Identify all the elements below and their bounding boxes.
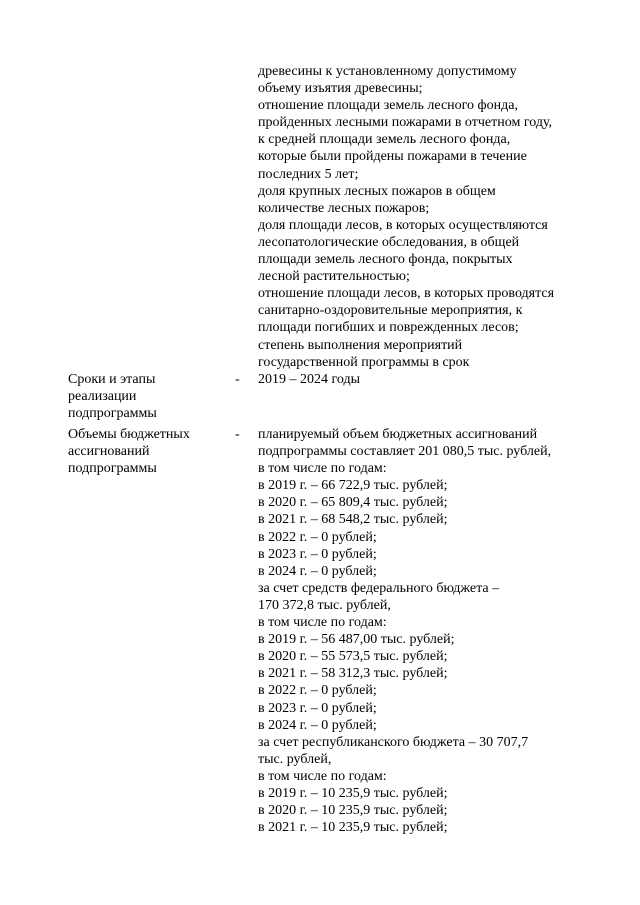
text-line: в 2024 г. – 0 рублей; xyxy=(258,563,377,579)
text-line: в 2024 г. – 0 рублей; xyxy=(258,717,377,733)
text-line: реализации xyxy=(68,389,137,405)
text-line: ассигнований xyxy=(68,444,150,460)
row-timeline-value xyxy=(258,371,360,388)
text-line: в 2019 г. – 66 722,9 тыс. рублей; xyxy=(258,478,448,494)
text-line: к средней площади земель лесного фонда, xyxy=(258,132,511,148)
text-line: в том числе по годам: xyxy=(258,461,387,477)
continued-indicators-text xyxy=(258,63,554,371)
text-line: в 2021 г. – 68 548,2 тыс. рублей; xyxy=(258,512,448,528)
text-line: которые были пройдены пожарами в течение xyxy=(258,149,527,165)
text-line: в 2019 г. – 10 235,9 тыс. рублей; xyxy=(258,785,448,801)
text-line: объему изъятия древесины; xyxy=(258,81,423,97)
text-line: в 2022 г. – 0 рублей; xyxy=(258,683,377,699)
row-budget-value xyxy=(258,426,551,836)
text-line: в 2022 г. – 0 рублей; xyxy=(258,529,377,545)
text-line: древесины к установленному допустимому xyxy=(258,64,517,79)
text-line: в 2020 г. – 55 573,5 тыс. рублей; xyxy=(258,649,448,665)
text-line: отношение площади лесов, в которых проводятся xyxy=(258,286,555,302)
row-budget-label xyxy=(68,426,190,477)
text-line: в том числе по годам: xyxy=(258,615,387,631)
text-line: в 2020 г. – 65 809,4 тыс. рублей; xyxy=(258,495,448,511)
text-line: 170 372,8 тыс. рублей, xyxy=(258,597,391,613)
text-line: подпрограммы xyxy=(68,461,157,477)
text-line: 2019 – 2024 годы xyxy=(258,372,361,387)
text-line: степень выполнения мероприятий xyxy=(258,337,463,353)
text-line: количестве лесных пожаров; xyxy=(258,200,430,216)
text-line: тыс. рублей, xyxy=(258,751,332,767)
text-line: подпрограммы xyxy=(68,406,157,422)
text-line: в 2023 г. – 0 рублей; xyxy=(258,700,377,716)
text-line: Сроки и этапы xyxy=(68,372,156,387)
row-budget-dash: - xyxy=(235,427,240,442)
text-line: пройденных лесными пожарами в отчетном году, xyxy=(258,115,553,131)
text-line: в 2019 г. – 56 487,00 тыс. рублей; xyxy=(258,632,455,648)
text-line: лесопатологические обследования, в общей xyxy=(258,234,520,250)
text-line: площади земель лесного фонда, покрытых xyxy=(258,252,513,268)
row-timeline-label xyxy=(68,371,157,422)
text-line: государственной программы в срок xyxy=(258,354,470,370)
text-line: за счет республиканского бюджета – 30 707,7 xyxy=(258,734,529,750)
text-line: площади погибших и поврежденных лесов; xyxy=(258,320,519,336)
text-line: санитарно-оздоровительные мероприятия, к xyxy=(258,303,523,319)
text-line: доля крупных лесных пожаров в общем xyxy=(258,183,496,199)
text-line: в 2023 г. – 0 рублей; xyxy=(258,546,377,562)
text-line: в 2021 г. – 10 235,9 тыс. рублей; xyxy=(258,820,448,836)
text-line: подпрограммы составляет 201 080,5 тыс. рублей, xyxy=(258,444,552,460)
text-line: последних 5 лет; xyxy=(258,166,359,182)
text-line: планируемый объем бюджетных ассигнований xyxy=(258,427,538,442)
text-line: отношение площади земель лесного фонда, xyxy=(258,98,518,114)
text-line: лесной растительностью; xyxy=(258,269,410,285)
text-line: в 2021 г. – 58 312,3 тыс. рублей; xyxy=(258,666,448,682)
text-line: доля площади лесов, в которых осуществляются xyxy=(258,217,548,233)
text-line: в том числе по годам: xyxy=(258,768,387,784)
text-line: Объемы бюджетных xyxy=(68,427,190,442)
text-line: за счет средств федерального бюджета – xyxy=(258,580,500,596)
row-timeline-dash: - xyxy=(235,372,240,387)
text-line: в 2020 г. – 10 235,9 тыс. рублей; xyxy=(258,803,448,819)
